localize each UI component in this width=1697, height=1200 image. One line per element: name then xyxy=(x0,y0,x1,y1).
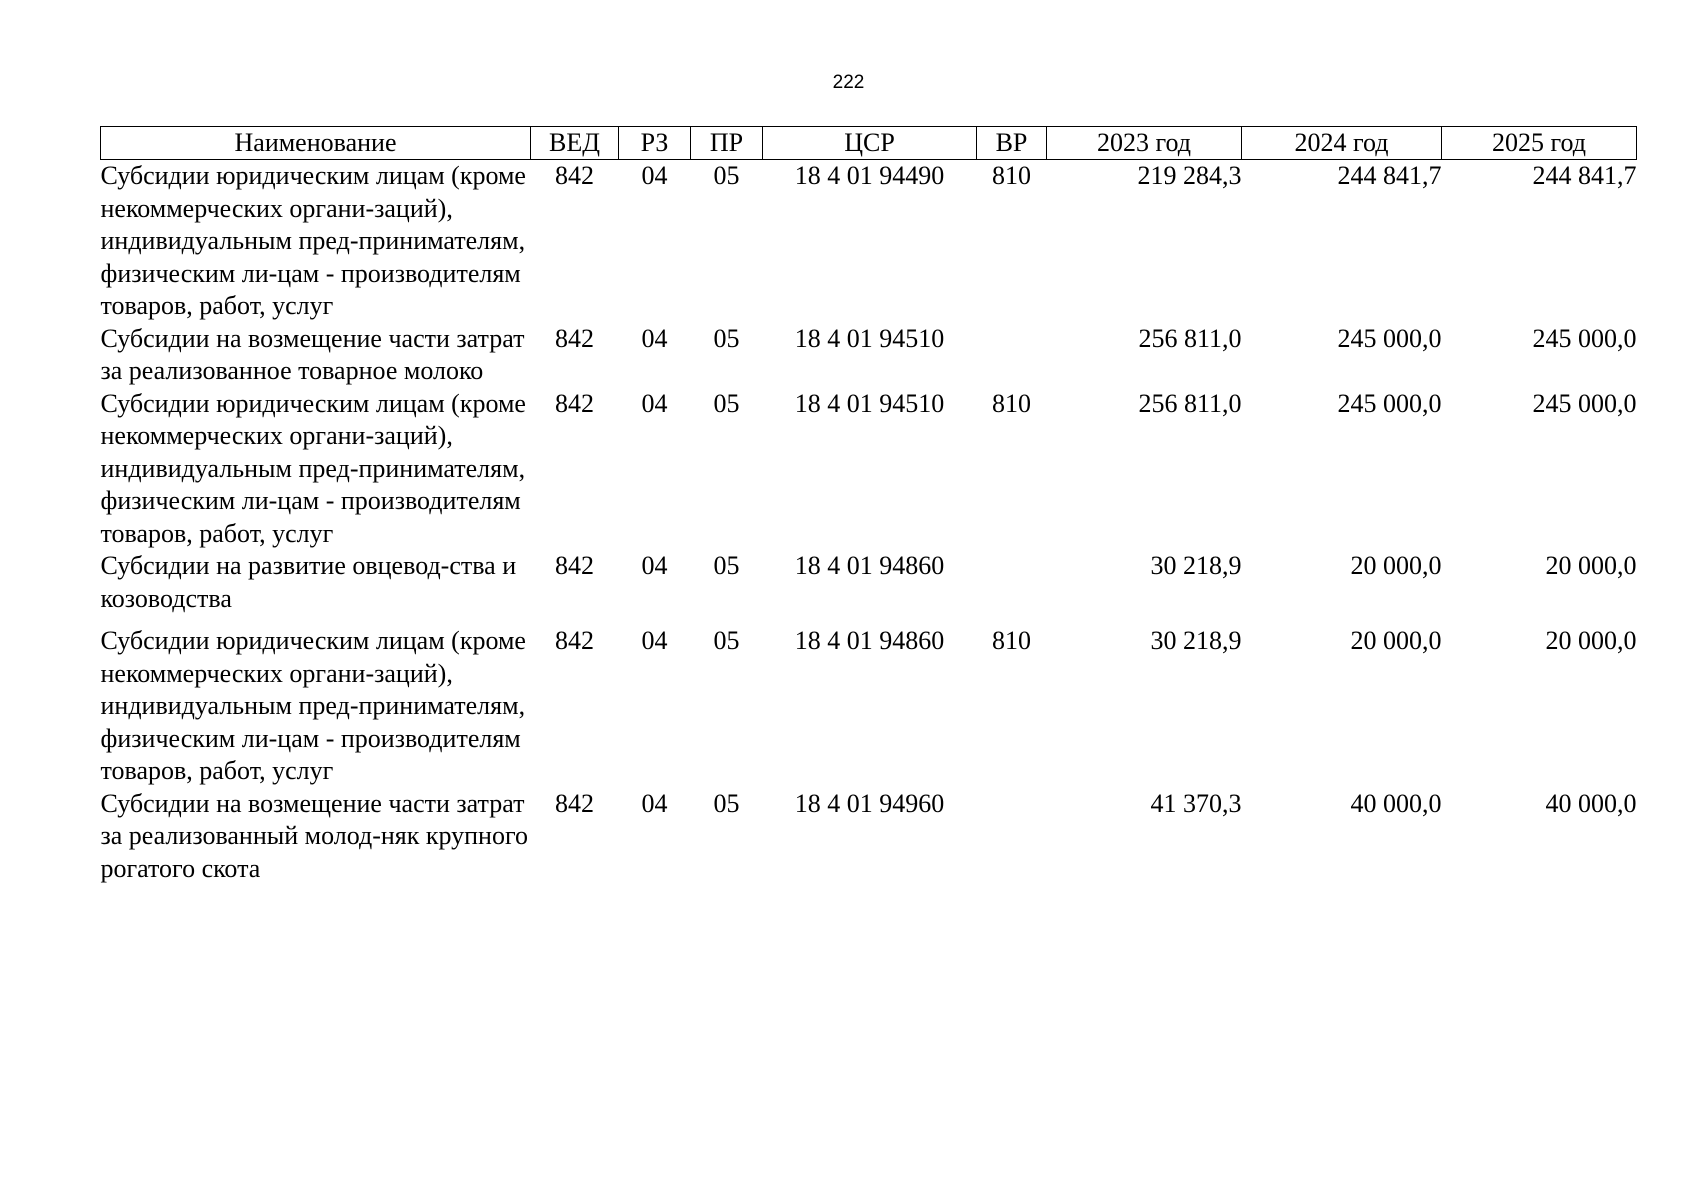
row-rz: 04 xyxy=(641,551,668,580)
header-csr: ЦСР xyxy=(763,127,977,160)
header-name: Наименование xyxy=(101,127,531,160)
row-2025: 20 000,0 xyxy=(1545,626,1637,655)
table-row xyxy=(101,388,1637,551)
row-rz: 04 xyxy=(641,388,668,418)
row-csr: 18 4 01 94510 xyxy=(794,388,945,418)
row-2024: 244 841,7 xyxy=(1337,161,1442,190)
row-pr: 05 xyxy=(713,626,740,655)
row-2024: 245 000,0 xyxy=(1337,388,1442,418)
row-ved: 842 xyxy=(555,788,594,818)
table-header-row xyxy=(101,127,1637,160)
row-rz: 04 xyxy=(641,161,668,190)
header-rz: РЗ xyxy=(619,127,691,160)
row-2023: 30 218,9 xyxy=(1150,551,1242,580)
row-csr: 18 4 01 94860 xyxy=(794,551,945,580)
row-pr: 05 xyxy=(713,161,740,190)
row-vr: 810 xyxy=(992,626,1031,655)
header-2024: 2024 год xyxy=(1242,127,1442,160)
header-2025: 2025 год xyxy=(1442,127,1637,160)
row-pr: 05 xyxy=(713,388,740,418)
table-row xyxy=(101,160,1637,323)
row-2024: 20 000,0 xyxy=(1350,626,1442,655)
table-row xyxy=(101,788,1637,886)
row-2025: 245 000,0 xyxy=(1532,323,1637,353)
row-pr: 05 xyxy=(713,551,740,580)
row-2023: 256 811,0 xyxy=(1138,323,1242,353)
header-ved: ВЕД xyxy=(531,127,619,160)
row-2023: 30 218,9 xyxy=(1150,626,1242,655)
header-2023: 2023 год xyxy=(1047,127,1242,160)
row-rz: 04 xyxy=(641,626,668,655)
page-number: 222 xyxy=(832,72,865,93)
row-2025: 244 841,7 xyxy=(1532,161,1637,190)
row-2025: 40 000,0 xyxy=(1545,788,1637,818)
row-rz: 04 xyxy=(641,788,668,818)
table-row xyxy=(101,323,1637,388)
row-name: Субсидии на развитие овцевод-ства и козоводства xyxy=(100,551,517,613)
row-vr: 810 xyxy=(992,388,1031,418)
row-csr: 18 4 01 94960 xyxy=(794,788,945,818)
row-pr: 05 xyxy=(713,788,740,818)
row-2023: 219 284,3 xyxy=(1137,161,1242,190)
row-pr: 05 xyxy=(713,323,740,353)
row-2024: 40 000,0 xyxy=(1350,788,1442,818)
budget-table xyxy=(100,126,1637,885)
row-ved: 842 xyxy=(555,388,594,418)
header-vr: ВР xyxy=(977,127,1047,160)
row-name: Субсидии на возмещение части затрат за реализованное товарное молоко xyxy=(100,323,525,385)
row-vr xyxy=(977,550,1047,625)
row-vr: 810 xyxy=(992,161,1031,190)
row-vr xyxy=(977,788,1047,886)
row-2025: 245 000,0 xyxy=(1532,388,1637,418)
row-ved: 842 xyxy=(555,551,594,580)
row-ved: 842 xyxy=(555,323,594,353)
row-name: Субсидии юридическим лицам (кроме некоммерческих органи-заций), индивидуальным пред-принимателям, физическим ли-цам - производителям товаров, работ, услуг xyxy=(100,388,526,548)
table-row xyxy=(101,625,1637,788)
row-csr: 18 4 01 94860 xyxy=(794,626,945,655)
row-name: Субсидии юридическим лицам (кроме некоммерческих органи-заций), индивидуальным пред-принимателям, физическим ли-цам - производителям товаров, работ, услуг xyxy=(100,161,526,320)
header-pr: ПР xyxy=(691,127,763,160)
row-rz: 04 xyxy=(641,323,668,353)
row-2024: 20 000,0 xyxy=(1350,551,1442,580)
row-csr: 18 4 01 94510 xyxy=(794,323,945,353)
row-vr xyxy=(977,323,1047,388)
row-name: Субсидии на возмещение части затрат за реализованный молод-няк крупного рогатого скота xyxy=(100,788,528,883)
row-2023: 256 811,0 xyxy=(1138,388,1242,418)
row-ved: 842 xyxy=(555,161,594,190)
row-name: Субсидии юридическим лицам (кроме некоммерческих органи-заций), индивидуальным пред-принимателям, физическим ли-цам - производителям товаров, работ, услуг xyxy=(100,626,526,785)
row-2025: 20 000,0 xyxy=(1545,551,1637,580)
row-ved: 842 xyxy=(555,626,594,655)
row-2024: 245 000,0 xyxy=(1337,323,1442,353)
table-row xyxy=(101,550,1637,625)
row-2023: 41 370,3 xyxy=(1150,788,1242,818)
row-csr: 18 4 01 94490 xyxy=(794,161,945,190)
